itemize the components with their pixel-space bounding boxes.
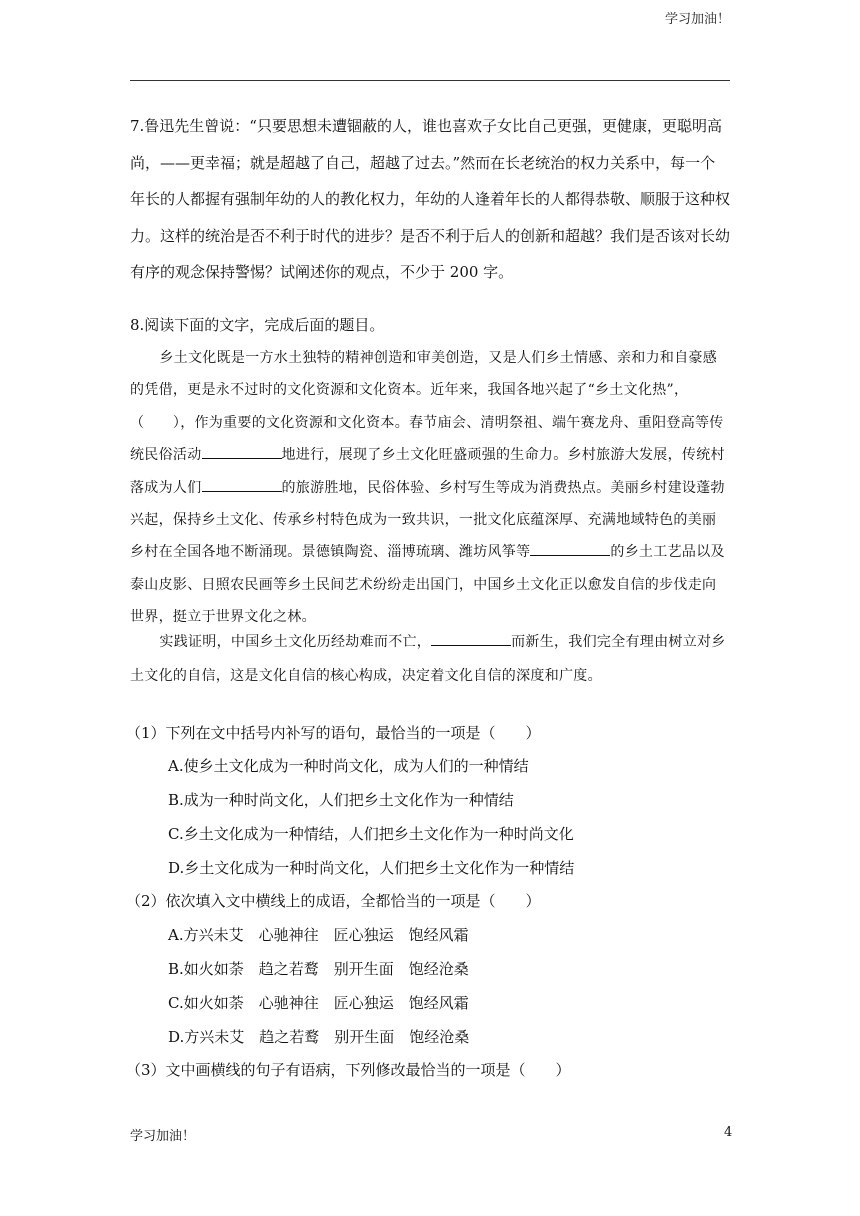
option-1a: A.使乡土文化成为一种时尚文化，成为人们的一种情结 — [168, 757, 529, 775]
header-divider — [130, 80, 730, 81]
fill-blank-1 — [202, 444, 282, 459]
footer-text: 学习加油！ — [130, 1129, 196, 1144]
question-7 — [130, 108, 730, 291]
page-number: 4 — [724, 1125, 733, 1140]
passage-paragraph-2 — [130, 625, 730, 693]
option-2b: B.如火如荼 趋之若鹜 别开生面 饱经沧桑 — [168, 960, 469, 978]
fill-blank-2 — [202, 477, 282, 492]
question-7-text: 7.鲁迅先生曾说：“只要思想未遭锢蔽的人，谁也喜欢子女比自己更强，更健康，更聪明高尚，——更幸福；就是超越了自己，超越了过去。”然而在长老统治的权力关系中，每一个年长的人都握有强制年幼的人的教化权力，年幼的人逢着年长的人都得恭敬、顺服于这种权力。这样的统治是否不利于时代的进步？是否不利于后人的创新和超越？我们是否该对长幼有序的观念保持警惕？试阐述你的观点，不少于 200 字。 — [130, 117, 731, 281]
passage-text: 而新生，我们完全有理由树立对乡土文化的自信，这是文化自信的核心构成，决定着文化自信的深度和广度。 — [130, 634, 726, 684]
passage-text: 乡土文化既是一方水土独特的精神创造和审美创造，又是人们乡土情感、亲和力和自豪感的凭借，更是永不过时的文化资源和文化资本。近年来，我国各地兴起了“乡土文化热”，（ ），作为重要的文化资源和文化资本。春节庙会、清明祭祖、端午赛龙舟、重阳登高等传统民俗活动 — [130, 350, 724, 464]
fill-blank-4 — [431, 631, 511, 646]
option-1d: D.乡土文化成为一种时尚文化，人们把乡土文化作为一种情结 — [168, 859, 575, 877]
option-1c: C.乡土文化成为一种情结，人们把乡土文化作为一种时尚文化 — [168, 825, 574, 843]
passage-text: 的乡土工艺品以及泰山皮影、日照农民画等乡土民间艺术纷纷走出国门，中国乡土文化正以愈发自信的步伐走向世界，挺立于世界文化之林。 — [130, 544, 725, 626]
option-2d: D.方兴未艾 趋之若鹜 别开生面 饱经沧桑 — [168, 1028, 470, 1046]
passage-text: 的旅游胜地，民俗体验、乡村写生等成为消费热点。美丽乡村建设蓬勃兴起，保持乡土文化、传承乡村特色成为一致共识，一批文化底蕴深厚、充满地域特色的美丽乡村在全国各地不断涌现。景德镇陶瓷、淄博琉璃、潍坊风筝等 — [130, 479, 725, 561]
sub-question-3: （3）文中画横线的句子有语病，下列修改最恰当的一项是（ ） — [126, 1061, 571, 1079]
fill-blank-3 — [530, 541, 610, 556]
header-text: 学习加油！ — [664, 12, 730, 27]
question-8-title: 8.阅读下面的文字，完成后面的题目。 — [130, 316, 385, 334]
passage-text: 地进行，展现了乡土文化旺盛顽强的生命力。乡村旅游大发展，传统村落成为人们 — [130, 447, 725, 496]
passage-text: 实践证明，中国乡土文化历经劫难而不亡， — [159, 634, 432, 650]
passage-paragraph-1 — [130, 342, 730, 634]
option-1b: B.成为一种时尚文化，人们把乡土文化作为一种情结 — [168, 791, 514, 809]
option-2a: A.方兴未艾 心驰神往 匠心独运 饱经风霜 — [168, 926, 469, 944]
sub-question-1: （1）下列在文中括号内补写的语句，最恰当的一项是（ ） — [126, 724, 541, 742]
option-2c: C.如火如荼 心驰神往 匠心独运 饱经风霜 — [168, 994, 469, 1012]
sub-question-2: （2）依次填入文中横线上的成语，全都恰当的一项是（ ） — [126, 892, 541, 910]
